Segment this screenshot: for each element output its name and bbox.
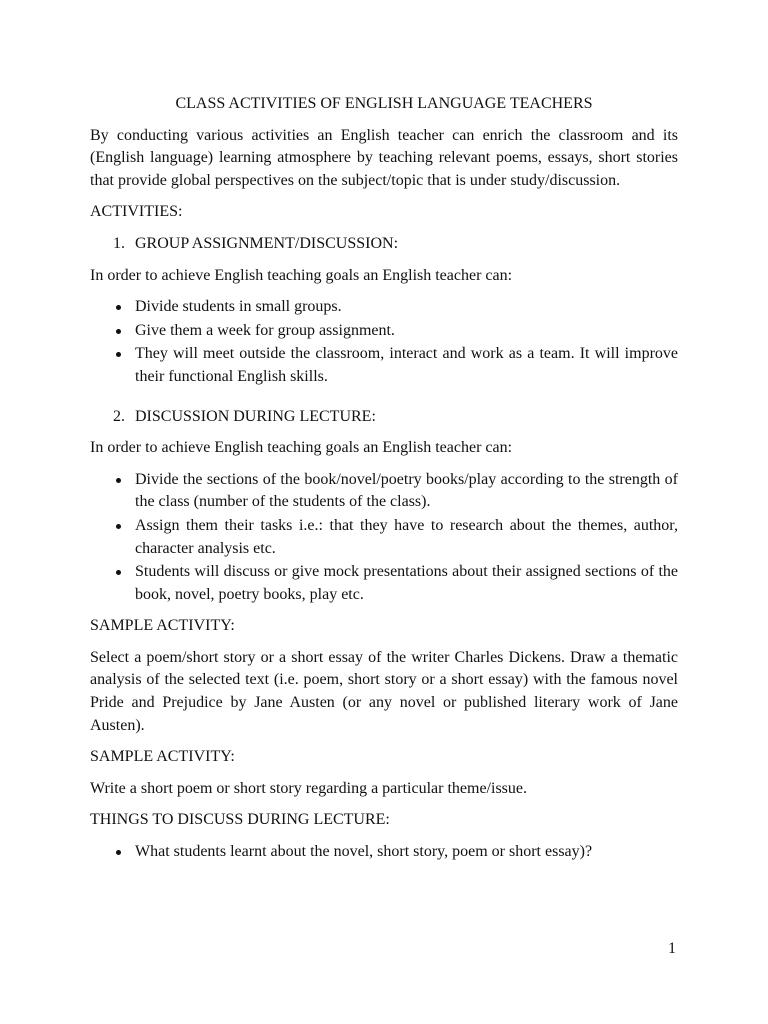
- section-2-heading-list: [90, 406, 678, 429]
- discuss-bullet-1: What students learnt about the novel, short story, poem or short essay)?: [90, 841, 678, 864]
- section-1-heading-list: [90, 233, 678, 256]
- section-1-bullet-1: Divide students in small groups.: [90, 296, 678, 319]
- section-2-lead: In order to achieve English teaching goals an English teacher can:: [90, 439, 513, 457]
- things-to-discuss-label: THINGS TO DISCUSS DURING LECTURE:: [90, 811, 390, 829]
- section-2-heading: [90, 406, 678, 429]
- section-1-lead: In order to achieve English teaching goals an English teacher can:: [90, 266, 513, 284]
- page-number: 1: [668, 940, 676, 957]
- sample-activity-1-text: Select a poem/short story or a short essay of the writer Charles Dickens. Draw a thematic analysis of the selected text (i.e. poem, short story or a short essay) with the famous novel Pride and Prejudice by Jane Austen (or any novel or published literary work of Jane Austen).: [90, 648, 678, 734]
- sample-activity-2-label: SAMPLE ACTIVITY:: [90, 748, 235, 766]
- page-content: [90, 93, 678, 865]
- section-2-number: 2.: [113, 407, 125, 425]
- section-1-bullet-2: Give them a week for group assignment.: [90, 320, 678, 343]
- document-title: CLASS ACTIVITIES OF ENGLISH LANGUAGE TEACHERS: [175, 95, 593, 112]
- section-2-heading-text: DISCUSSION DURING LECTURE:: [135, 407, 376, 425]
- sample-activity-1-label: SAMPLE ACTIVITY:: [90, 617, 235, 635]
- section-1-bullet-3: They will meet outside the classroom, interact and work as a team. It will improve their functional English skills.: [90, 343, 678, 388]
- section-1-number: 1.: [113, 234, 125, 252]
- section-2-bullet-1: Divide the sections of the book/novel/poetry books/play according to the strength of the class (number of the students of the class).: [90, 469, 678, 514]
- section-2-bullet-list: [90, 469, 678, 607]
- section-2-bullet-2: Assign them their tasks i.e.: that they have to research about the themes, author, character analysis etc.: [90, 515, 678, 560]
- section-1-heading: [90, 233, 678, 256]
- activities-label: ACTIVITIES:: [90, 203, 183, 221]
- sample-activity-2-text: Write a short poem or short story regarding a particular theme/issue.: [90, 779, 527, 797]
- section-1-heading-text: GROUP ASSIGNMENT/DISCUSSION:: [135, 234, 399, 252]
- section-1-bullet-list: [90, 296, 678, 388]
- discuss-bullet-list: [90, 841, 678, 864]
- intro-paragraph: By conducting various activities an English teacher can enrich the classroom and its (English language) learning atmosphere by teaching relevant poems, essays, short stories that provide global perspectives on the subject/topic that is under study/discussion.: [90, 126, 678, 189]
- section-2-bullet-3: Students will discuss or give mock presentations about their assigned sections of the book, novel, poetry books, play etc.: [90, 561, 678, 606]
